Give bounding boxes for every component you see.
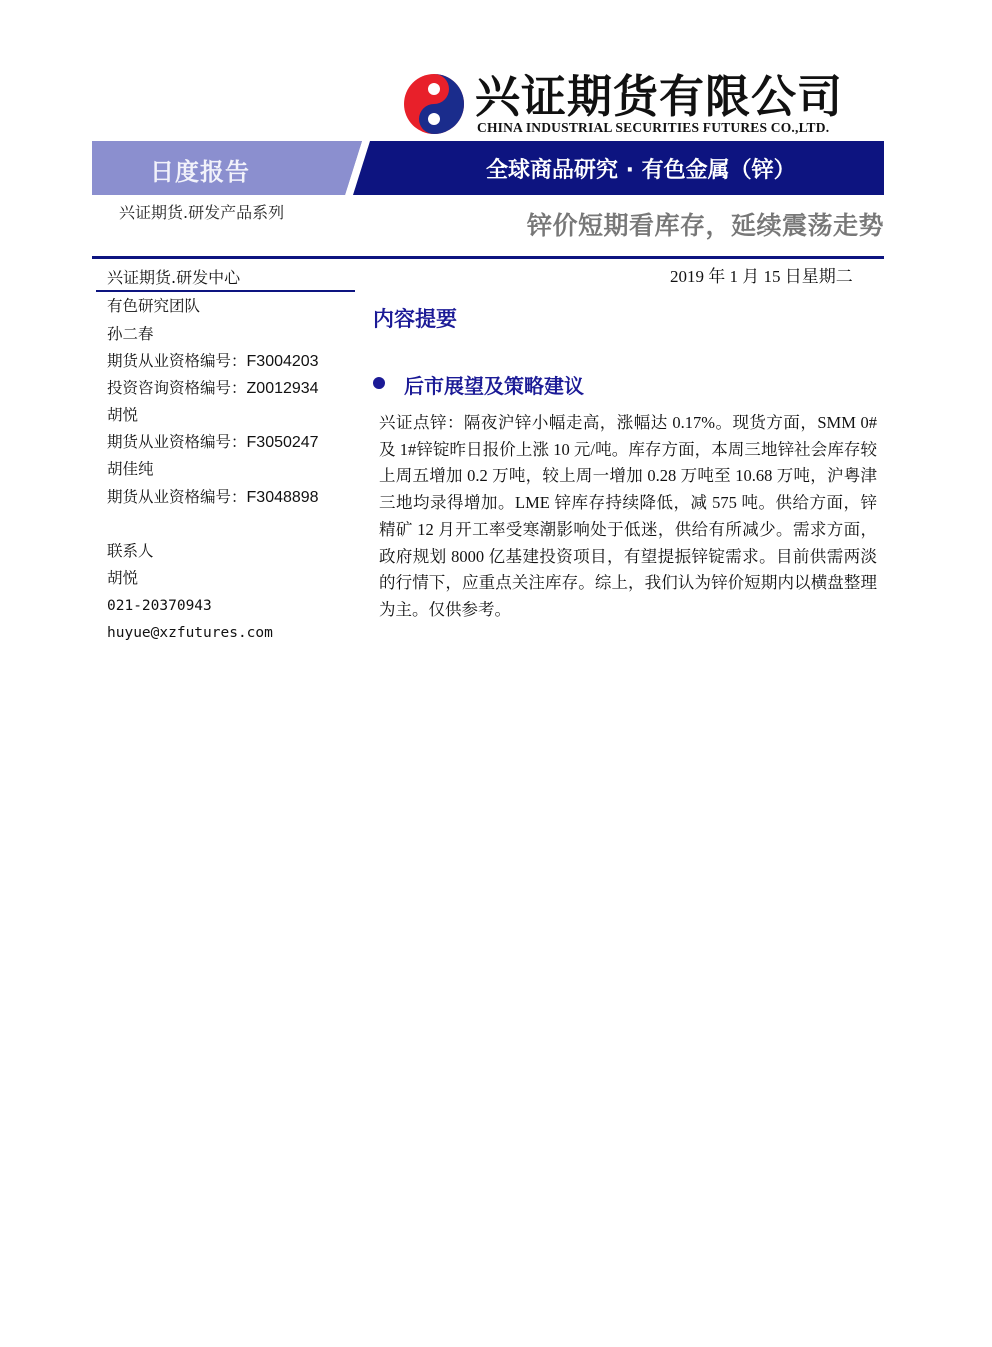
swirl-logo-icon: [402, 72, 466, 136]
report-date: 2019 年 1 月 15 日星期二: [670, 267, 853, 286]
cert-code: F3048898: [246, 489, 319, 506]
body-paragraph: 兴证点锌：隔夜沪锌小幅走高，涨幅达 0.17%。现货方面，SMM 0#及 1#锌锭昨日报价上涨 10 元/吨。库存方面，本周三地锌社会库存较上周五增加 0.2 万吨，较上周一增加 0.28 万吨至 10.68 万吨，沪粤津三地均录得增加。LME 锌库存持续降低，减 575 吨。供给方面，锌精矿 12 月开工率受寒潮影响处于低迷，供给有所减少。需求方面，政府规划 8000 亿基建投资项目，有望提振锌锭需求。目前供需两淡的行情下，应重点关注库存。综上，我们认为锌价短期内以横盘整理为主。仅供参考。: [379, 413, 877, 619]
analyst-name: 胡佳纯: [107, 460, 154, 478]
series-label: 兴证期货.研发产品系列: [119, 203, 285, 222]
cert-label: 期货从业资格编号：: [107, 433, 247, 451]
cert-label: 期货从业资格编号：: [107, 488, 247, 506]
contact-name: 胡悦: [107, 569, 139, 587]
section-heading: 后市展望及策略建议: [404, 374, 584, 398]
analyst-cert: [107, 351, 319, 372]
company-name-cn: 兴证期货有限公司: [475, 70, 844, 123]
cert-label: 期货从业资格编号：: [107, 352, 247, 370]
analyst-cert: [107, 378, 319, 399]
analyst-name: 胡悦: [107, 406, 139, 424]
contact-email[interactable]: huyue@xzfutures.com: [107, 625, 273, 641]
company-name-en: CHINA INDUSTRIAL SECURITIES FUTURES CO.,LTD.: [477, 120, 830, 135]
analyst-name: 孙二春: [107, 325, 154, 343]
cert-label: 投资咨询资格编号：: [107, 379, 247, 397]
team-name: 有色研究团队: [107, 297, 201, 315]
cert-code: F3004203: [246, 353, 319, 370]
divider: [96, 290, 355, 292]
contact-phone: 021-20370943: [107, 598, 212, 614]
analyst-cert: [107, 432, 319, 453]
report-type-label: 日度报告: [150, 158, 250, 186]
summary-heading: 内容提要: [373, 307, 457, 331]
divider: [92, 256, 884, 259]
bullet-icon: [373, 377, 385, 389]
report-headline: 锌价短期看库存，延续震荡走势: [526, 211, 884, 240]
cert-code: Z0012934: [246, 380, 319, 397]
contact-label: 联系人: [107, 542, 154, 560]
cert-code: F3050247: [246, 434, 319, 451]
research-area-label: 全球商品研究 · 有色金属（锌）: [486, 158, 796, 183]
analyst-cert: [107, 487, 319, 508]
dept-name: 兴证期货.研发中心: [107, 268, 241, 287]
